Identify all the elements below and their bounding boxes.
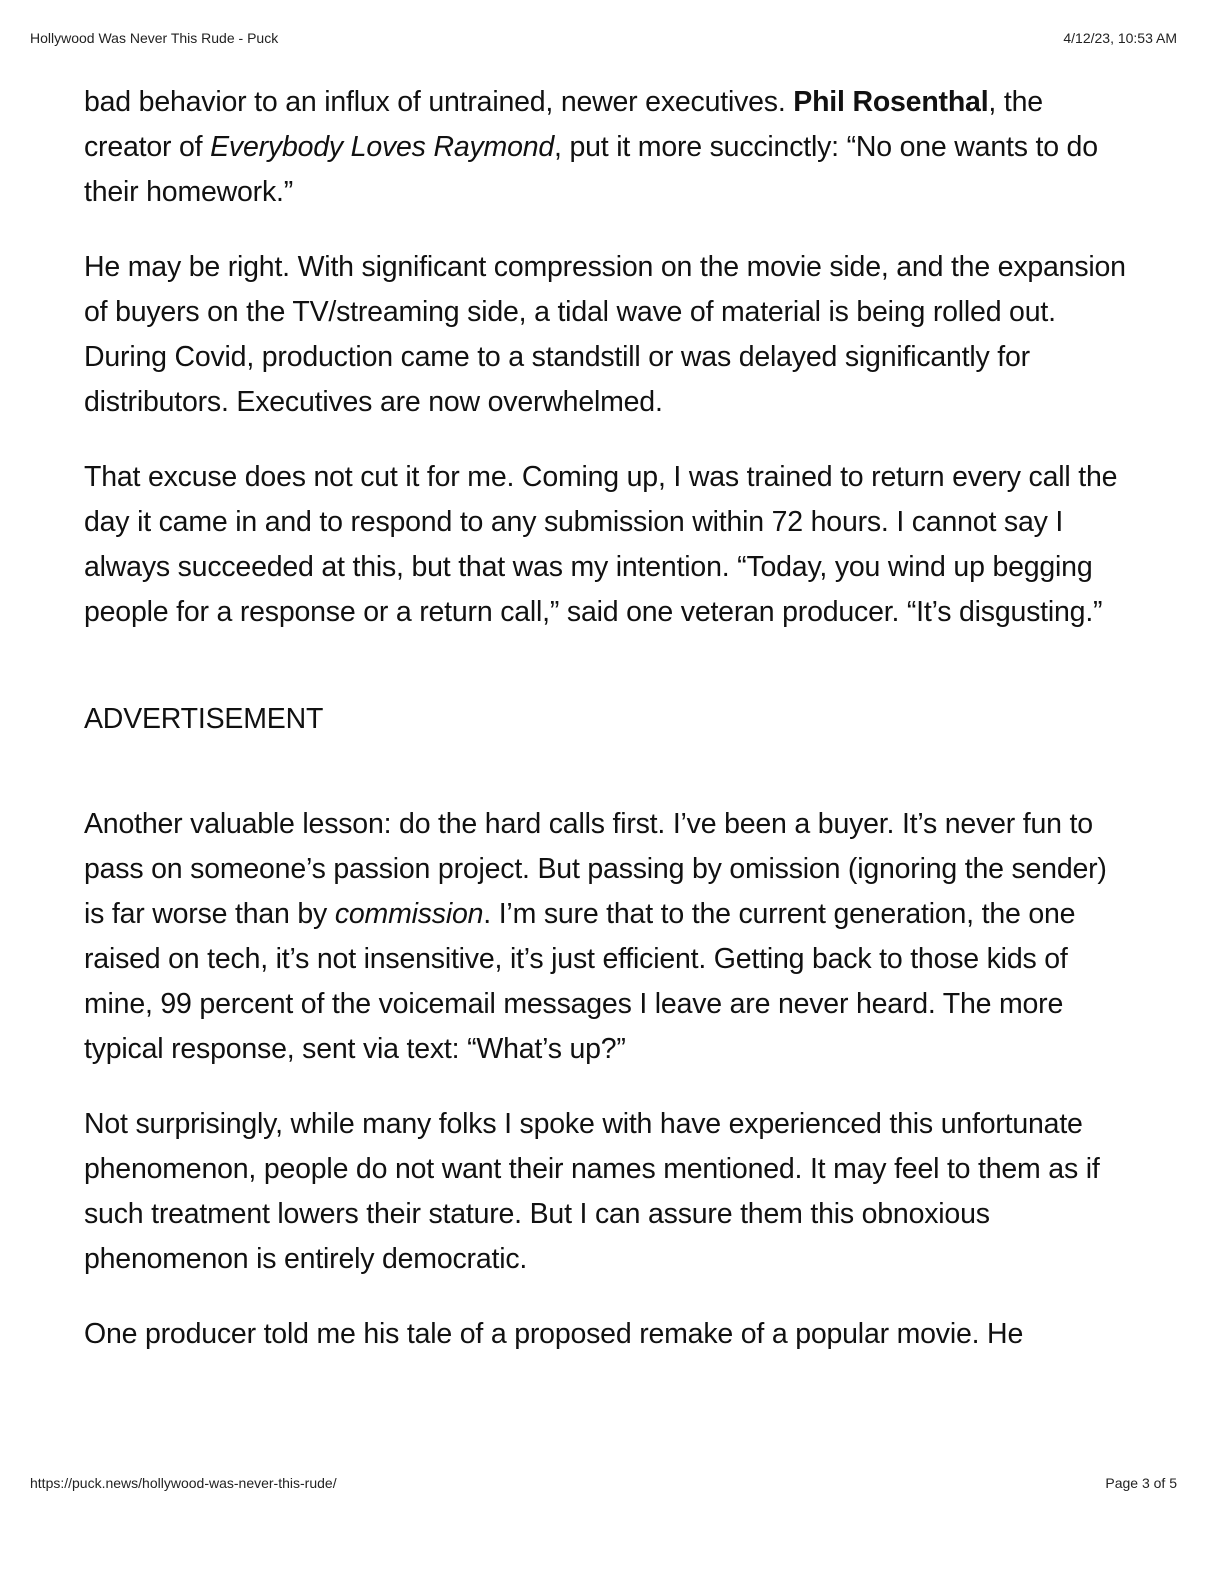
paragraph: Another valuable lesson: do the hard calls first. I’ve been a buyer. It’s never fun to pass on someone’s passion project. But passing by omission (ignoring the sender) is far worse than by commission. I’m sure that to the current generation, the one raised on tech, it’s not insensitive, it’s just efficient. Getting back to those kids of mine, 99 percent of the voicemail messages I leave are never heard. The more typical response, sent via text: “What’s up?” (84, 808, 1107, 1065)
paragraph: He may be right. With significant compression on the movie side, and the expansion of buyers on the TV/streaming side, a tidal wave of material is being rolled out. During Covid, production came to a standstill or was delayed significantly for distributors. Executives are now overwhelmed. (84, 251, 1126, 418)
advertisement-label: ADVERTISEMENT (84, 703, 324, 735)
paragraph: That excuse does not cut it for me. Coming up, I was trained to return every call the day it came in and to respond to any submission within 72 hours. I cannot say I always succeeded at this, but that was my intention. “Today, you wind up begging people for a response or a return call,” said one veteran producer. “It’s disgusting.” (84, 461, 1118, 628)
print-footer (30, 1475, 1177, 1491)
emphasis: commission (334, 898, 484, 930)
page-number: Page 3 of 5 (1105, 1475, 1177, 1491)
paragraph: One producer told me his tale of a proposed remake of a popular movie. He (84, 1318, 1024, 1350)
person-name: Phil Rosenthal (793, 86, 989, 118)
page-url[interactable]: https://puck.news/hollywood-was-never-this-rude/ (30, 1475, 337, 1491)
show-title: Everybody Loves Raymond (210, 131, 555, 163)
print-datetime: 4/12/23, 10:53 AM (1063, 30, 1177, 46)
article-body (84, 80, 1129, 1357)
print-header (30, 30, 1177, 46)
page-title: Hollywood Was Never This Rude - Puck (30, 30, 279, 46)
paragraph: Not surprisingly, while many folks I spoke with have experienced this unfortunate phenomenon, people do not want their names mentioned. It may feel to them as if such treatment lowers their stature. But I can assure them this obnoxious phenomenon is entirely democratic. (84, 1108, 1100, 1275)
paragraph: bad behavior to an influx of untrained, newer executives. Phil Rosenthal, the creator of Everybody Loves Raymond, put it more succinctly: “No one wants to do their homework.” (84, 86, 1098, 208)
